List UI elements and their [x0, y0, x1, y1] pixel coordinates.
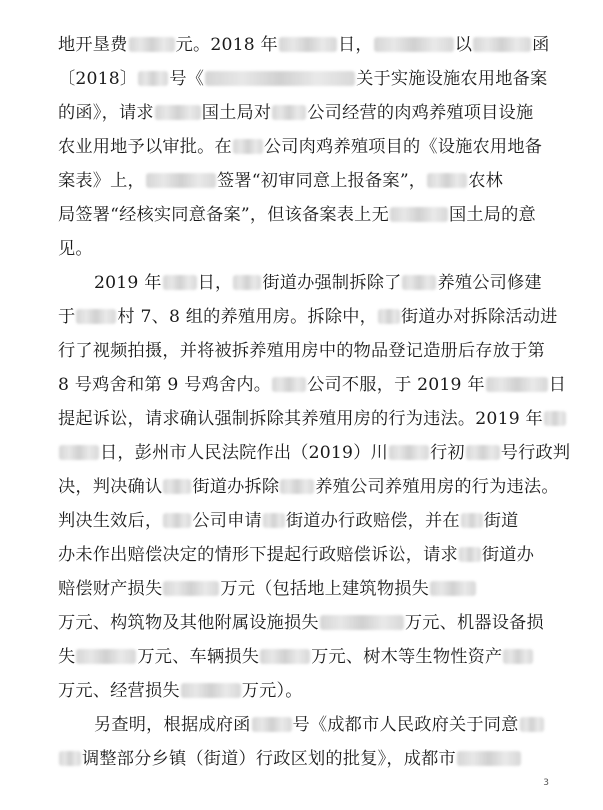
- redaction: [378, 309, 400, 324]
- redaction: [544, 411, 566, 426]
- redaction: [155, 105, 201, 120]
- redaction: [181, 683, 241, 698]
- redaction: [263, 513, 285, 528]
- redaction: [457, 751, 521, 766]
- text-line: 局签署“经核实同意备案”，但该备案表上无 国土局的意: [58, 205, 536, 225]
- text-line: 见。: [58, 239, 93, 259]
- redaction: [59, 445, 99, 460]
- text-line: 的函》，请求 国土局对 公司经营的肉鸡养殖项目设施: [58, 103, 534, 123]
- text-line: 8 号鸡舍和第 9 号鸡舍内。 公司不服，于 2019 年 日: [58, 375, 567, 395]
- text-line: 万元、经营损失 万元）。: [58, 681, 303, 701]
- redaction: [473, 37, 531, 52]
- redaction: [320, 615, 404, 630]
- redaction: [272, 377, 306, 392]
- redaction: [76, 309, 116, 324]
- redaction: [503, 649, 533, 664]
- redaction: [427, 173, 467, 188]
- text-line: 于 村 7、8 组的养殖用房。拆除中， 街道办对拆除活动进: [58, 307, 558, 327]
- redaction: [374, 37, 454, 52]
- redaction: [466, 445, 500, 460]
- redaction: [459, 547, 481, 562]
- text-line: 万元、构筑物及其他附属设施损失 万元、机器设备损: [58, 613, 544, 633]
- redaction: [430, 581, 476, 596]
- text-line: 农业用地予以审批。在 公司肉鸡养殖项目的《设施农用地备: [58, 137, 543, 157]
- redaction: [402, 275, 436, 290]
- redaction: [76, 649, 136, 664]
- redaction: [146, 173, 216, 188]
- redaction: [486, 377, 548, 392]
- text-line: 行了视频拍摄，并将被拆养殖用房中的物品登记造册后存放于第: [58, 341, 545, 361]
- redaction: [461, 513, 483, 528]
- redaction: [129, 37, 175, 52]
- text-line: 判决生效后， 公司申请 街道办行政赔偿，并在 街道: [58, 511, 519, 531]
- text-line: 〔2018〕 号《 关于实施设施农用地备案: [58, 69, 548, 89]
- text-line: 另查明，根据成府函 号《成都市人民政府关于同意: [94, 712, 545, 738]
- redaction: [252, 717, 292, 732]
- text-line: 赔偿财产损失 万元（包括地上建筑物损失: [58, 576, 477, 602]
- redaction: [205, 71, 355, 86]
- redaction: [279, 37, 337, 52]
- text-line: 案表》上， 签署“初审同意上报备案”， 农林: [58, 171, 503, 191]
- redaction: [163, 513, 191, 528]
- text-line: 调整部分乡镇（街道）行政区划的批复》，成都市: [58, 746, 522, 772]
- redaction: [138, 71, 168, 86]
- redaction: [272, 105, 306, 120]
- text-line: 2019 年 日， 街道办强制拆除了 养殖公司修建: [94, 273, 542, 293]
- redaction: [233, 139, 263, 154]
- redaction: [233, 275, 261, 290]
- text-line: 决，判决确认 街道办拆除 养殖公司养殖用房的行为违法。: [58, 477, 559, 497]
- text-line: 办未作出赔偿决定的情形下提起行政赔偿诉讼，请求 街道办: [58, 545, 535, 565]
- redaction: [520, 717, 544, 732]
- text-line: 地开垦费 元。2018 年 日， 以 函: [58, 35, 550, 55]
- redaction: [163, 479, 191, 494]
- redaction: [163, 581, 219, 596]
- redaction: [59, 751, 81, 766]
- page-number: 3: [543, 778, 549, 788]
- text-line: 日，彭州市人民法院作出（2019）川 行初 号行政判: [58, 440, 570, 466]
- redaction: [390, 207, 448, 222]
- redaction: [280, 479, 314, 494]
- redaction: [260, 649, 310, 664]
- redaction: [389, 445, 429, 460]
- text-line: 提起诉讼，请求确认强制拆除其养殖用房的行为违法。2019 年: [58, 406, 567, 432]
- text-line: 失 万元、车辆损失 万元、树木等生物性资产: [58, 644, 534, 670]
- redaction: [163, 275, 197, 290]
